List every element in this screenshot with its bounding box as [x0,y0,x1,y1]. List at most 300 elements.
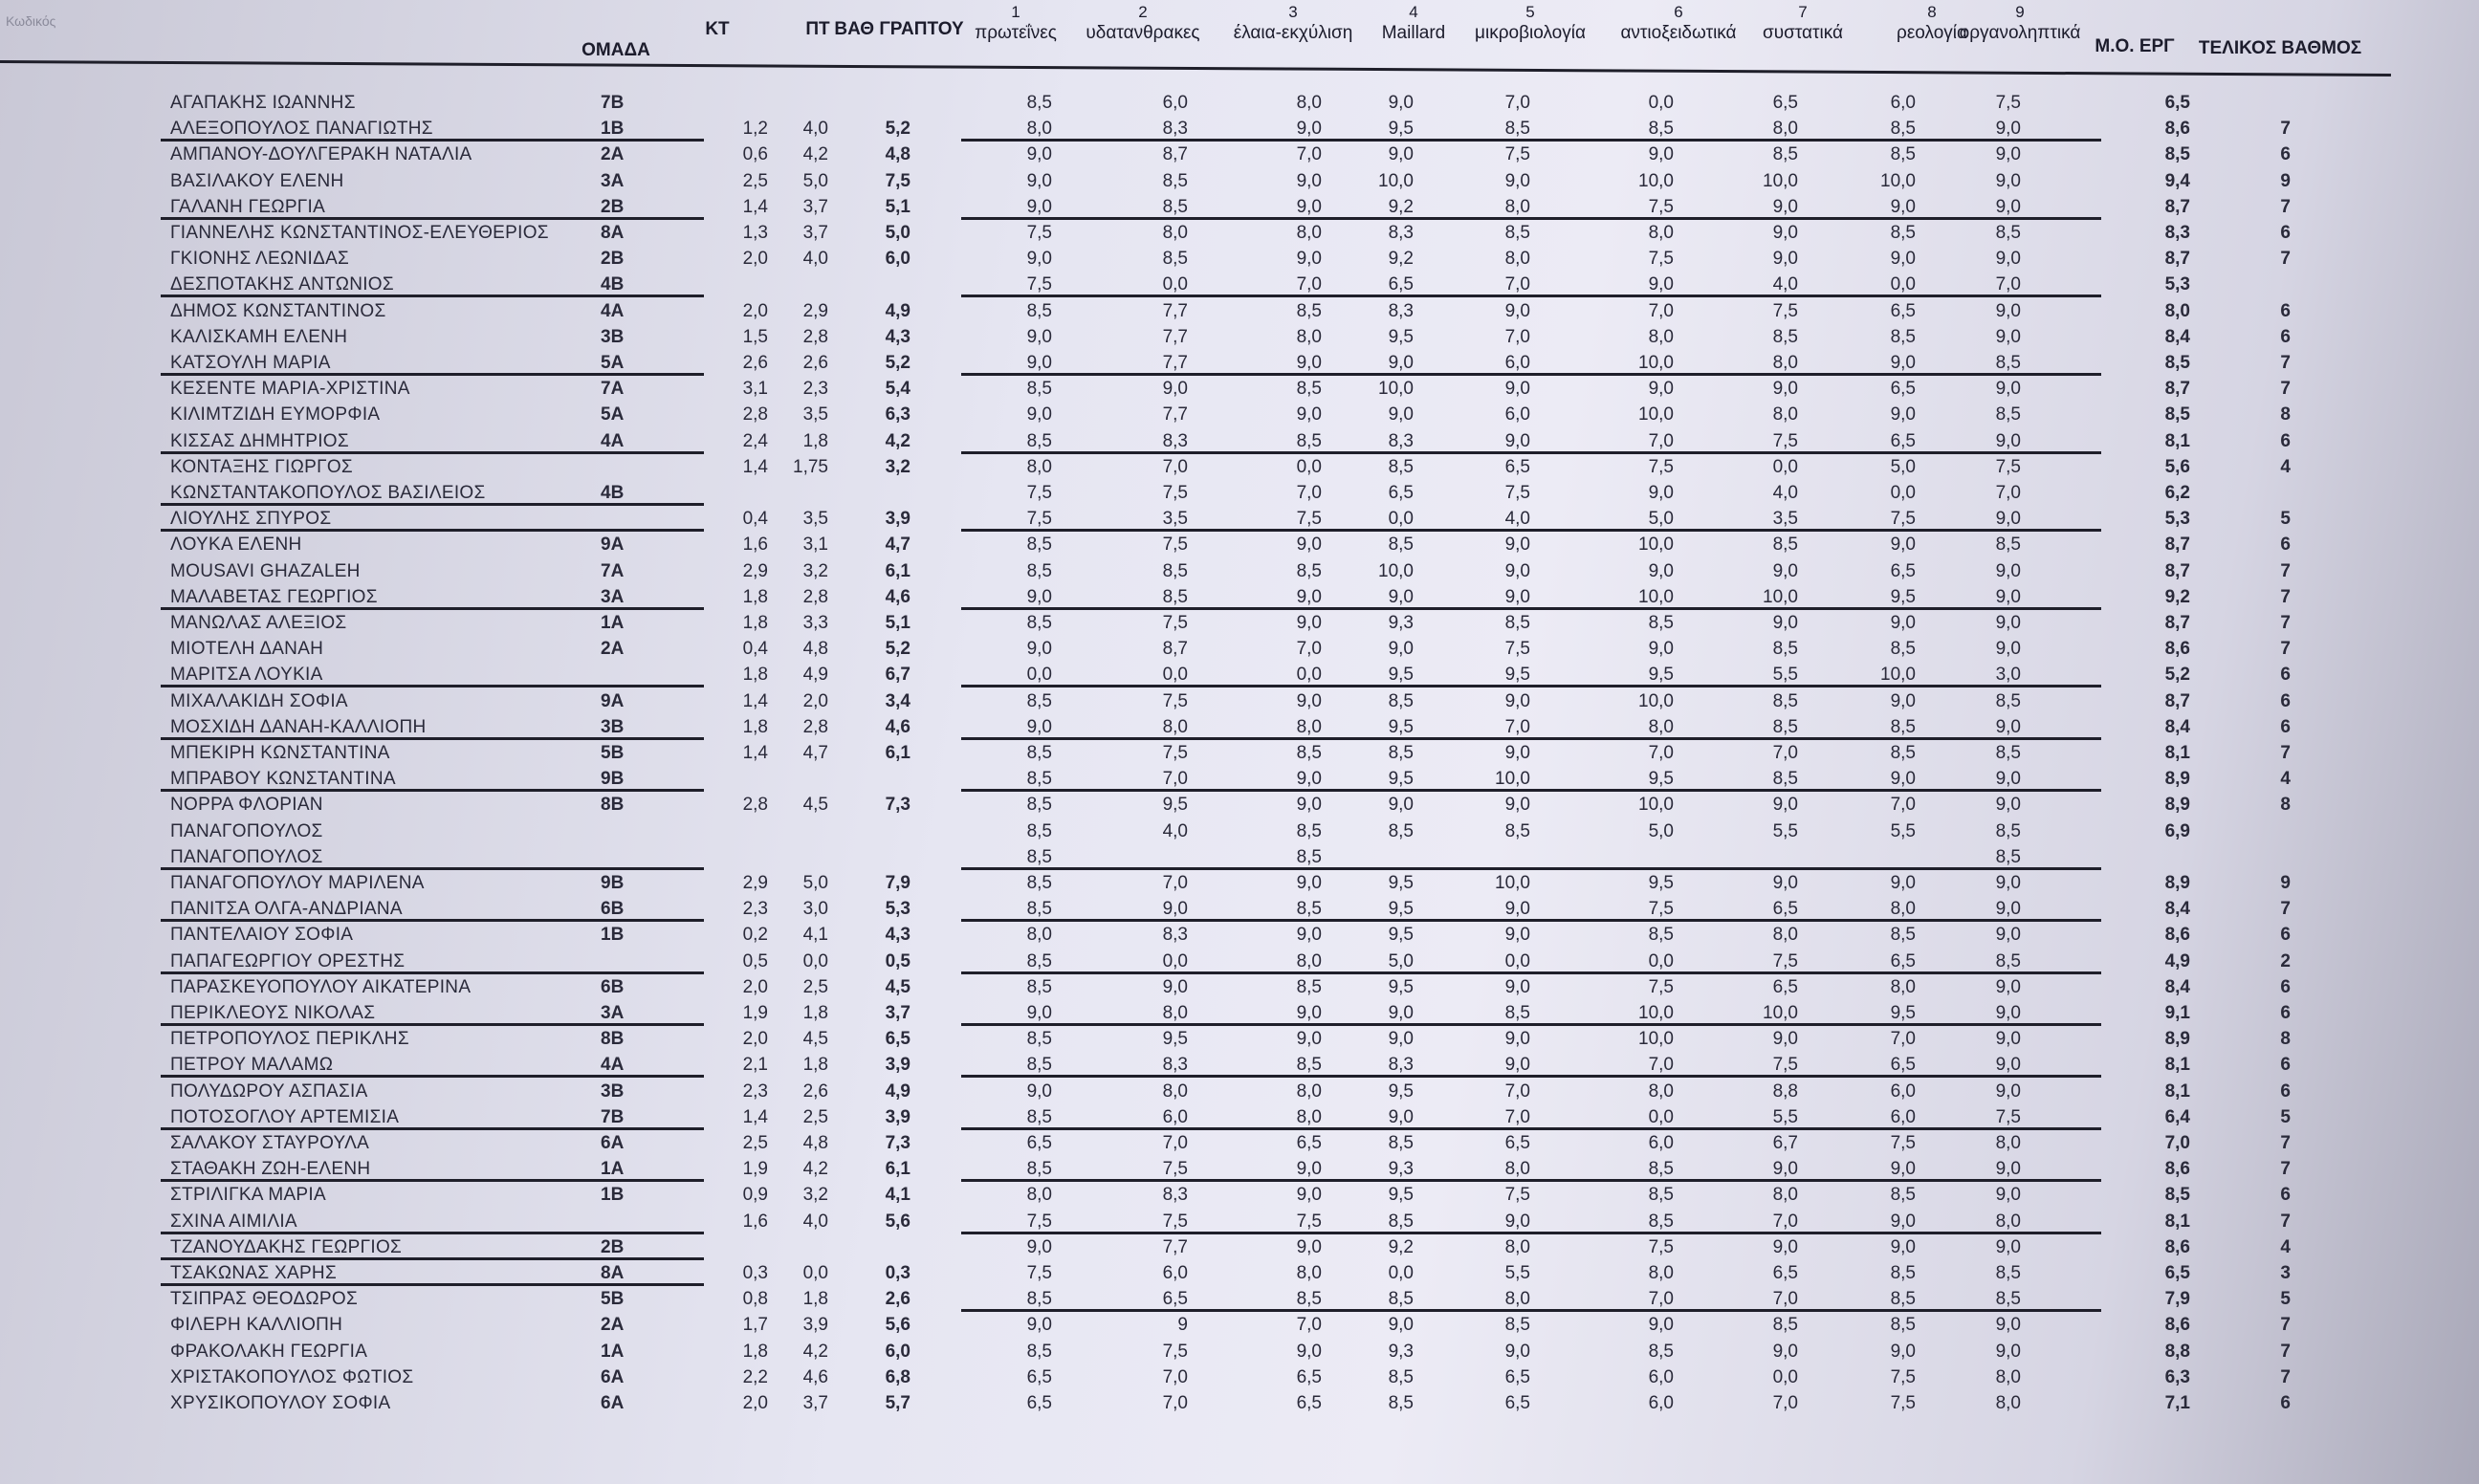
lab-5-score: 8,5 [1504,613,1530,633]
group-separator [161,451,704,454]
lab-9-score: 8,5 [1995,690,2021,711]
final-grade: 5 [2280,1289,2291,1310]
lab-4-score: 8,3 [1388,300,1414,321]
lab-2-score: 8,7 [1162,144,1188,165]
final-grade: 6 [2280,690,2291,711]
lab-4-score: 9,5 [1388,873,1414,893]
lab-average: 8,4 [2164,716,2190,737]
group-code: 1Α [601,1159,625,1180]
lab-9-score: 9,0 [1995,326,2021,347]
lab-average: 8,6 [2164,639,2190,660]
lab-average: 8,9 [2164,795,2190,816]
student-name: ΠΟΛΥΔΩΡΟΥ ΑΣΠΑΣΙΑ [170,1080,368,1102]
lab-separator [961,1179,2101,1182]
lab-8-score: 6,5 [1890,430,1916,451]
lab-8-score: 9,0 [1890,1341,1916,1362]
lab-4-score: 9,0 [1388,586,1414,607]
lab-5-score: 9,0 [1504,430,1530,451]
lab-2-score: 9,5 [1162,1029,1188,1050]
lab-3-score: 8,0 [1296,326,1322,347]
lab-average: 8,7 [2164,249,2190,270]
kt-score: 0,4 [742,509,768,530]
final-grade: 7 [2280,613,2291,633]
lab-4-score: 9,0 [1388,353,1414,373]
lab-9-score: 9,0 [1995,119,2021,140]
header-lab-number: 2 [1138,3,1148,21]
table-row [0,508,2479,531]
lab-4-score: 9,5 [1388,976,1414,997]
lab-4-score: 10,0 [1378,379,1414,400]
group-code: 2Β [601,249,625,270]
student-name: ΠΕΤΡΟΠΟΥΛΟΣ ΠΕΡΙΚΛΗΣ [170,1029,409,1050]
lab-1-score: 9,0 [1026,586,1052,607]
group-code: 7Α [601,560,625,581]
lab-5-score: 6,5 [1504,1393,1530,1413]
lab-8-score: 6,5 [1890,379,1916,400]
lab-4-score: 9,0 [1388,93,1414,113]
lab-1-score: 8,5 [1026,1029,1052,1050]
lab-1-score: 8,5 [1026,1159,1052,1180]
group-code: 1Β [601,1185,625,1206]
table-row [0,118,2479,141]
lab-7-score: 9,0 [1772,196,1798,217]
lab-8-score: 9,0 [1890,1236,1916,1257]
header-lab-number: 7 [1798,3,1808,21]
lab-3-score: 9,0 [1296,1236,1322,1257]
table-row [0,768,2479,791]
lab-separator [961,867,2101,870]
lab-6-score: 10,0 [1638,1029,1674,1050]
lab-5-score: 9,0 [1504,379,1530,400]
group-code: 3Α [601,586,625,607]
table-row [0,742,2479,765]
written-grade: 7,3 [885,795,910,816]
group-code: 6Α [601,1133,625,1153]
lab-2-score: 6,0 [1162,93,1188,113]
student-name: ΣΤΑΘΑΚΗ ΖΩΗ-ΕΛΕΝΗ [170,1159,371,1180]
lab-2-score: 8,5 [1162,586,1188,607]
lab-separator [961,607,2101,610]
lab-average: 8,5 [2164,404,2190,426]
lab-8-score: 6,5 [1890,300,1916,321]
lab-5-score: 7,0 [1504,326,1530,347]
lab-3-score: 6,5 [1296,1133,1322,1153]
lab-5-score: 6,5 [1504,1366,1530,1387]
lab-5-score: 9,0 [1504,1029,1530,1050]
student-name: ΣΤΡΙΛΙΓΚΑ ΜΑΡΙΑ [170,1185,326,1206]
pt-score: 4,2 [802,1159,828,1180]
group-separator [161,971,704,974]
lab-2-score: 9,0 [1162,379,1188,400]
student-name: ΚΕΣΕΝΤΕ ΜΑΡΙΑ-ΧΡΙΣΤΙΝΑ [170,379,410,400]
lab-2-score: 8,5 [1162,560,1188,581]
lab-2-score: 8,5 [1162,249,1188,270]
lab-1-score: 9,0 [1026,716,1052,737]
table-row [0,326,2479,349]
lab-1-score: 9,0 [1026,1236,1052,1257]
lab-9-score: 8,0 [1995,1393,2021,1413]
lab-2-score: 7,5 [1162,743,1188,763]
table-row [0,690,2479,713]
lab-7-score: 8,0 [1772,119,1798,140]
student-name: ΚΙΛΙΜΤΖΙΔΗ ΕΥΜΟΡΦΙΑ [170,404,381,426]
table-row [0,1392,2479,1415]
lab-3-score: 9,0 [1296,795,1322,816]
lab-6-score: 7,5 [1648,899,1674,920]
final-grade: 6 [2280,300,2291,321]
lab-6-score: 9,0 [1648,274,1674,295]
pt-score: 4,5 [802,1029,828,1050]
table-row [0,300,2479,323]
student-name: ΠΑΡΑΣΚΕΥΟΠΟΥΛΟΥ ΑΙΚΑΤΕΡΙΝΑ [170,976,472,997]
final-grade: 6 [2280,1055,2291,1076]
student-name: ΣΧΙΝΑ ΑΙΜΙΛΙΑ [170,1211,297,1232]
header-lab-number: 8 [1927,3,1937,21]
written-grade: 3,2 [885,456,910,477]
group-separator [161,607,704,610]
kt-score: 2,5 [742,170,768,191]
header-lab-7 [1763,2,1843,44]
final-grade: 6 [2280,223,2291,243]
lab-3-score: 8,0 [1296,716,1322,737]
student-name: ΑΓΑΠΑΚΗΣ ΙΩΑΝΝΗΣ [170,93,356,113]
table-row [0,482,2479,505]
lab-4-score: 8,5 [1388,690,1414,711]
table-row [0,638,2479,661]
table-row [0,1366,2479,1389]
written-grade: 5,2 [885,353,910,373]
lab-1-score: 8,5 [1026,613,1052,633]
group-code: 2Β [601,196,625,217]
header-lab-label: πρωτεΐνες [975,23,1057,43]
lab-average: 8,6 [2164,1159,2190,1180]
lab-6-score: 10,0 [1638,690,1674,711]
lab-4-score: 6,5 [1388,483,1414,503]
student-name: ΦΙΛΕΡΗ ΚΑΛΛΙΟΠΗ [170,1315,343,1336]
lab-3-score: 8,5 [1296,899,1322,920]
student-name: ΤΖΑΝΟΥΔΑΚΗΣ ΓΕΩΡΓΙΟΣ [170,1236,403,1257]
student-name: ΛΟΥΚΑ ΕΛΕΝΗ [170,535,302,556]
table-row [0,170,2479,193]
lab-3-score: 9,0 [1296,119,1322,140]
lab-8-score: 8,5 [1890,223,1916,243]
kt-score: 2,6 [742,353,768,373]
lab-1-score: 7,5 [1026,274,1052,295]
student-name: ΠΑΝΑΓΟΠΟΥΛΟΣ [170,846,323,867]
final-grade: 7 [2280,249,2291,270]
lab-6-score: 7,0 [1648,430,1674,451]
lab-4-score: 9,0 [1388,795,1414,816]
lab-7-score: 6,5 [1772,976,1798,997]
group-code: 8Β [601,795,625,816]
student-name: ΓΑΛΑΝΗ ΓΕΩΡΓΙΑ [170,196,326,217]
group-separator [161,1023,704,1026]
kt-score: 2,2 [742,1366,768,1387]
pt-score: 1,8 [802,1055,828,1076]
pt-score: 3,2 [802,1185,828,1206]
lab-6-score: 0,0 [1648,1106,1674,1127]
lab-3-score: 7,5 [1296,1211,1322,1232]
student-name: ΤΣΙΠΡΑΣ ΘΕΟΔΩΡΟΣ [170,1289,359,1310]
lab-1-score: 8,5 [1026,820,1052,841]
table-row [0,352,2479,375]
lab-7-score: 8,5 [1772,690,1798,711]
lab-6-score: 0,0 [1648,950,1674,971]
pt-score: 4,0 [802,249,828,270]
written-grade: 6,5 [885,1029,910,1050]
pt-score: 3,7 [802,1393,828,1413]
lab-2-score: 9,5 [1162,795,1188,816]
lab-1-score: 8,0 [1026,119,1052,140]
lab-2-score: 7,5 [1162,690,1188,711]
header-lab-9 [1960,2,2081,44]
final-grade: 6 [2280,430,2291,451]
lab-separator [961,789,2101,792]
lab-4-score: 0,0 [1388,1263,1414,1283]
lab-8-score: 5,0 [1890,456,1916,477]
lab-separator [961,919,2101,922]
table-row [0,1236,2479,1259]
group-code: 3Β [601,326,625,347]
lab-9-score: 7,5 [1995,1106,2021,1127]
final-grade: 3 [2280,1263,2291,1283]
lab-8-score: 7,0 [1890,795,1916,816]
lab-6-score: 8,5 [1648,1185,1674,1206]
written-grade: 7,3 [885,1133,910,1153]
student-name: ΔΗΜΟΣ ΚΩΝΣΤΑΝΤΙΝΟΣ [170,300,386,321]
group-code: 3Β [601,1080,625,1102]
lab-9-score: 9,0 [1995,899,2021,920]
group-code: 7Β [601,1106,625,1127]
student-name: ΑΜΠΑΝΟΥ-ΔΟΥΛΓΕΡΑΚΗ ΝΑΤΑΛΙΑ [170,144,472,165]
written-grade: 3,9 [885,1106,910,1127]
group-code: 1Α [601,613,625,633]
final-grade: 4 [2280,456,2291,477]
group-separator [161,1232,704,1234]
lab-1-score: 9,0 [1026,326,1052,347]
lab-3-score: 9,0 [1296,925,1322,946]
lab-7-score: 9,0 [1772,560,1798,581]
lab-3-score: 8,5 [1296,430,1322,451]
lab-1-score: 8,5 [1026,1106,1052,1127]
lab-2-score: 8,0 [1162,716,1188,737]
lab-average: 8,7 [2164,613,2190,633]
lab-1-score: 6,5 [1026,1366,1052,1387]
lab-5-score: 9,0 [1504,535,1530,556]
final-grade: 7 [2280,743,2291,763]
lab-6-score: 7,0 [1648,1055,1674,1076]
pt-score: 4,1 [802,925,828,946]
lab-2-score: 7,0 [1162,1366,1188,1387]
lab-5-score: 7,0 [1504,274,1530,295]
final-grade: 7 [2280,586,2291,607]
group-code: 7Α [601,379,625,400]
table-row [0,976,2479,999]
lab-1-score: 8,5 [1026,690,1052,711]
table-row [0,430,2479,453]
lab-2-score: 0,0 [1162,950,1188,971]
lab-average: 9,1 [2164,1003,2190,1023]
final-grade: 6 [2280,716,2291,737]
pt-score: 2,8 [802,586,828,607]
lab-9-score: 3,0 [1995,665,2021,686]
lab-1-score: 7,5 [1026,483,1052,503]
written-grade: 5,1 [885,613,910,633]
lab-8-score: 9,0 [1890,249,1916,270]
kt-score: 0,8 [742,1289,768,1310]
lab-3-score: 9,0 [1296,769,1322,790]
lab-5-score: 7,0 [1504,93,1530,113]
lab-2-score: 7,0 [1162,456,1188,477]
kt-score: 2,9 [742,873,768,893]
lab-2-score: 7,5 [1162,1159,1188,1180]
lab-9-score: 8,5 [1995,535,2021,556]
group-code: 8Β [601,1029,625,1050]
lab-7-score: 7,0 [1772,1211,1798,1232]
lab-2-score: 8,7 [1162,639,1188,660]
lab-9-score: 9,0 [1995,976,2021,997]
written-grade: 4,5 [885,976,910,997]
lab-3-score: 7,0 [1296,1315,1322,1336]
lab-7-score: 8,0 [1772,1185,1798,1206]
lab-6-score: 9,0 [1648,1315,1674,1336]
group-code: 4Β [601,274,625,295]
lab-5-score: 8,0 [1504,1159,1530,1180]
lab-9-score: 8,5 [1995,950,2021,971]
lab-8-score: 9,0 [1890,353,1916,373]
group-separator [161,373,704,376]
lab-average: 8,7 [2164,560,2190,581]
student-name: ΣΑΛΑΚΟΥ ΣΤΑΥΡΟΥΛΑ [170,1133,370,1153]
lab-7-score: 9,0 [1772,249,1798,270]
lab-3-score: 9,0 [1296,196,1322,217]
lab-7-score: 7,5 [1772,430,1798,451]
lab-4-score: 8,3 [1388,223,1414,243]
lab-9-score: 9,0 [1995,586,2021,607]
lab-5-score: 5,5 [1504,1263,1530,1283]
lab-1-score: 7,5 [1026,509,1052,530]
lab-3-score: 9,0 [1296,586,1322,607]
lab-3-score: 8,5 [1296,846,1322,867]
group-code: 2Α [601,1315,625,1336]
lab-1-score: 8,5 [1026,899,1052,920]
kt-score: 1,4 [742,743,768,763]
lab-8-score: 9,0 [1890,613,1916,633]
pt-score: 2,9 [802,300,828,321]
lab-8-score: 8,0 [1890,976,1916,997]
lab-1-score: 6,5 [1026,1393,1052,1413]
header-lab-5 [1475,2,1586,44]
lab-3-score: 9,0 [1296,404,1322,426]
group-separator [161,1283,704,1286]
student-name: ΜΠΡΑΒΟΥ ΚΩΝΣΤΑΝΤΙΝΑ [170,769,396,790]
written-grade: 4,9 [885,1080,910,1102]
lab-3-score: 9,0 [1296,1341,1322,1362]
lab-5-score: 4,0 [1504,509,1530,530]
lab-1-score: 8,5 [1026,1341,1052,1362]
lab-9-score: 9,0 [1995,1055,2021,1076]
final-grade: 6 [2280,925,2291,946]
table-row [0,586,2479,609]
lab-7-score: 3,5 [1772,509,1798,530]
page-top-label: Κωδικός [6,13,56,29]
student-name: ΜΠΕΚΙΡΗ ΚΩΝΣΤΑΝΤΙΝΑ [170,743,390,763]
student-name: ΜΙΧΑΛΑΚΙΔΗ ΣΟΦΙΑ [170,690,348,711]
lab-1-score: 9,0 [1026,1003,1052,1023]
table-row [0,534,2479,556]
student-name: ΠΕΡΙΚΛΕΟΥΣ ΝΙΚΟΛΑΣ [170,1003,376,1023]
pt-score: 5,0 [802,170,828,191]
written-grade: 4,6 [885,586,910,607]
final-grade: 5 [2280,509,2291,530]
group-code: 6Α [601,1393,625,1413]
lab-average: 8,9 [2164,769,2190,790]
kt-score: 0,3 [742,1263,768,1283]
lab-average: 6,5 [2164,1263,2190,1283]
table-row [0,1288,2479,1311]
group-code: 1Α [601,1341,625,1362]
lab-9-score: 9,0 [1995,1315,2021,1336]
lab-9-score: 8,0 [1995,1133,2021,1153]
lab-8-score: 8,5 [1890,1263,1916,1283]
final-grade: 5 [2280,1106,2291,1127]
lab-7-score: 8,0 [1772,925,1798,946]
lab-3-score: 6,5 [1296,1366,1322,1387]
lab-8-score: 5,5 [1890,820,1916,841]
group-code: 9Β [601,873,625,893]
header-lab-number: 5 [1525,3,1535,21]
lab-average: 8,5 [2164,1185,2190,1206]
lab-3-score: 7,0 [1296,639,1322,660]
pt-score: 2,6 [802,1080,828,1102]
lab-9-score: 9,0 [1995,509,2021,530]
lab-9-score: 9,0 [1995,379,2021,400]
written-grade: 5,6 [885,1315,910,1336]
written-grade: 0,5 [885,950,910,971]
lab-8-score: 9,0 [1890,1211,1916,1232]
table-row [0,143,2479,166]
lab-average: 8,7 [2164,690,2190,711]
lab-6-score: 10,0 [1638,353,1674,373]
header-final: ΤΕΛΙΚΟΣ ΒΑΘΜΟΣ [2198,38,2362,58]
lab-9-score: 8,5 [1995,743,2021,763]
lab-4-score: 9,0 [1388,404,1414,426]
lab-9-score: 8,5 [1995,1289,2021,1310]
final-grade: 6 [2280,1393,2291,1413]
group-separator [161,1075,704,1078]
lab-3-score: 8,0 [1296,1080,1322,1102]
table-row [0,378,2479,401]
lab-7-score: 9,0 [1772,1341,1798,1362]
lab-5-score: 9,0 [1504,925,1530,946]
lab-8-score: 7,5 [1890,509,1916,530]
student-name: ΔΕΣΠΟΤΑΚΗΣ ΑΝΤΩΝΙΟΣ [170,274,394,295]
lab-7-score: 5,5 [1772,1106,1798,1127]
pt-score: 2,5 [802,1106,828,1127]
kt-score: 1,7 [742,1315,768,1336]
lab-9-score: 8,5 [1995,1263,2021,1283]
final-grade: 7 [2280,196,2291,217]
lab-9-score: 7,5 [1995,93,2021,113]
lab-1-score: 9,0 [1026,170,1052,191]
written-grade: 3,9 [885,1055,910,1076]
lab-5-score: 9,0 [1504,1341,1530,1362]
lab-9-score: 9,0 [1995,925,2021,946]
lab-7-score: 6,7 [1772,1133,1798,1153]
lab-7-score: 8,5 [1772,326,1798,347]
lab-8-score: 8,5 [1890,716,1916,737]
table-row [0,872,2479,895]
